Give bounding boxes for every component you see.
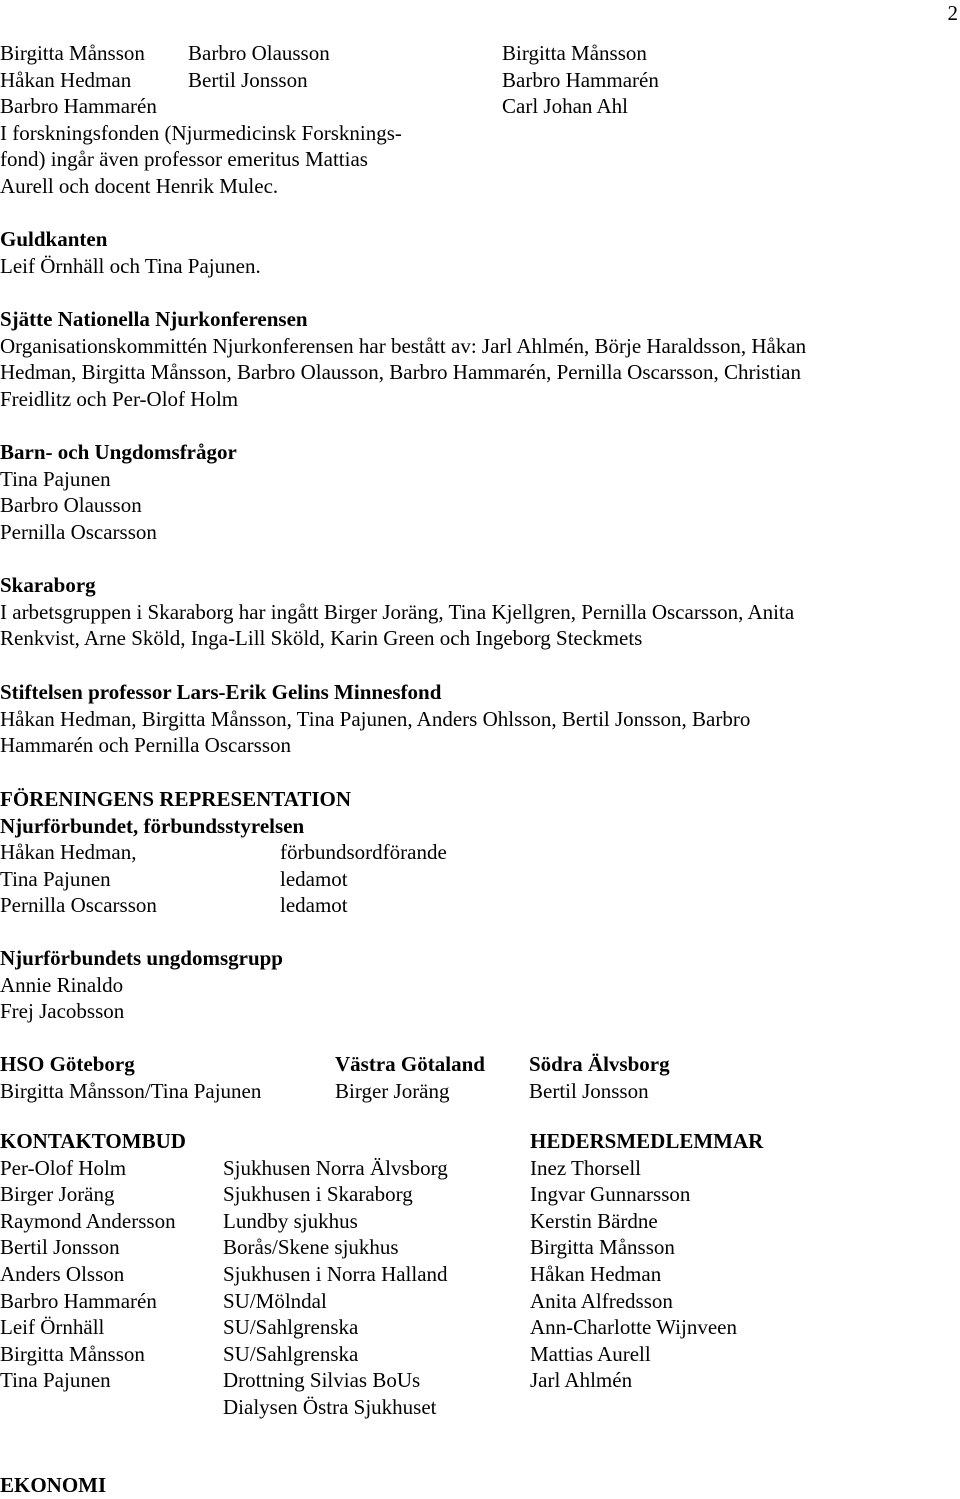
heders-name: Birgitta Månsson <box>530 1235 675 1260</box>
text-line: Hammarén och Pernilla Oscarsson <box>0 733 291 758</box>
section-subheading: Njurförbundet, förbundsstyrelsen <box>0 813 305 838</box>
kontakt-name: Birger Joräng <box>0 1182 115 1207</box>
member-role: ledamot <box>280 866 348 891</box>
representation-roles <box>280 839 447 919</box>
text-line: Barbro Olausson <box>188 41 330 65</box>
section-ekonomi <box>0 1472 106 1499</box>
text-line: I forskningsfonden (Njurmedicinsk Forsknings- <box>0 120 402 145</box>
region-hso <box>0 1051 261 1104</box>
heders-name: Håkan Hedman <box>530 1261 662 1286</box>
kontakt-name: Per-Olof Holm <box>0 1155 127 1180</box>
kontakt-place: SU/Mölndal <box>223 1288 327 1313</box>
heders-name: Anita Alfredsson <box>530 1288 673 1313</box>
region-vastra <box>335 1051 485 1104</box>
kontakt-place: Drottning Silvias BoUs <box>223 1368 421 1393</box>
text-line: Freidlitz och Per-Olof Holm <box>0 386 239 411</box>
section-heading: Barn- och Ungdomsfrågor <box>0 440 237 464</box>
text-line: Annie Rinaldo <box>0 972 124 997</box>
top-col3 <box>502 40 659 120</box>
kontakt-place: SU/Sahlgrenska <box>223 1315 359 1340</box>
text-line: Frej Jacobsson <box>0 999 125 1024</box>
member-name: Pernilla Oscarsson <box>0 893 157 918</box>
section-skaraborg <box>0 572 794 652</box>
kontakt-place: SU/Sahlgrenska <box>223 1341 359 1366</box>
member-name: Tina Pajunen <box>0 866 111 891</box>
section-heading: FÖRENINGENS REPRESENTATION <box>0 787 352 811</box>
kontakt-place: Sjukhusen i Norra Halland <box>223 1261 448 1286</box>
text-line: Barbro Hammarén <box>502 67 659 92</box>
heders-name: Inez Thorsell <box>530 1155 641 1180</box>
text-line: Renkvist, Arne Sköld, Inga-Lill Sköld, Karin Green och Ingeborg Steckmets <box>0 626 643 651</box>
member-role: ledamot <box>280 893 348 918</box>
representation-names <box>0 839 157 919</box>
heders-list <box>530 1128 763 1394</box>
kontakt-place: Sjukhusen Norra Älvsborg <box>223 1155 448 1180</box>
top-col2 <box>188 40 330 93</box>
member-role: förbundsordförande <box>280 840 447 864</box>
text-line: Birger Joräng <box>335 1078 450 1103</box>
text-line: Tina Pajunen <box>0 466 111 491</box>
section-ungdom <box>0 945 283 1025</box>
section-barn <box>0 439 237 545</box>
heders-name: Mattias Aurell <box>530 1341 651 1366</box>
kontakt-name: Raymond Andersson <box>0 1208 176 1233</box>
text-line: Barbro Olausson <box>0 493 142 518</box>
text-line: Leif Örnhäll och Tina Pajunen. <box>0 253 261 278</box>
text-line: Aurell och docent Henrik Mulec. <box>0 173 279 198</box>
section-stiftelsen <box>0 679 750 759</box>
text-line: Birgitta Månsson/Tina Pajunen <box>0 1078 262 1103</box>
text-line: Bertil Jonsson <box>188 67 308 92</box>
text-line: Birgitta Månsson <box>502 41 647 65</box>
section-heading: HEDERSMEDLEMMAR <box>530 1129 764 1153</box>
section-heading: HSO Göteborg <box>0 1052 135 1076</box>
section-heading: Njurförbundets ungdomsgrupp <box>0 946 283 970</box>
text-line: Hedman, Birgitta Månsson, Barbro Olausson, Barbro Hammarén, Pernilla Oscarsson, Christian <box>0 360 801 385</box>
text-line: Organisationskommittén Njurkonferensen har bestått av: Jarl Ahlmén, Börje Haraldsson, Håkan <box>0 333 807 358</box>
section-heading: Skaraborg <box>0 573 96 597</box>
kontakt-places <box>223 1155 448 1421</box>
text-line: Håkan Hedman, Birgitta Månsson, Tina Pajunen, Anders Ohlsson, Bertil Jonsson, Barbro <box>0 706 751 731</box>
kontakt-name: Bertil Jonsson <box>0 1235 120 1260</box>
kontakt-place: Borås/Skene sjukhus <box>223 1235 399 1260</box>
heders-name: Ingvar Gunnarsson <box>530 1182 691 1207</box>
text-line: I arbetsgruppen i Skaraborg har ingått Birger Joräng, Tina Kjellgren, Pernilla Oscarsson, Anita <box>0 599 795 624</box>
section-heading: EKONOMI <box>0 1473 107 1497</box>
text-line: Carl Johan Ahl <box>502 94 628 119</box>
heders-name: Jarl Ahlmén <box>530 1368 633 1393</box>
text-line: Pernilla Oscarsson <box>0 519 157 544</box>
kontakt-name: Birgitta Månsson <box>0 1341 145 1366</box>
heders-name: Kerstin Bärdne <box>530 1208 658 1233</box>
section-heading: Sjätte Nationella Njurkonferensen <box>0 307 308 331</box>
member-name: Håkan Hedman, <box>0 840 137 864</box>
section-heading: Södra Älvsborg <box>529 1052 670 1076</box>
kontakt-place: Dialysen Östra Sjukhuset <box>223 1394 437 1419</box>
heders-name: Ann-Charlotte Wijnveen <box>530 1315 737 1340</box>
section-heading: Stiftelsen professor Lars-Erik Gelins Minnesfond <box>0 680 442 704</box>
section-heading: Västra Götaland <box>335 1052 485 1076</box>
kontakt-name: Tina Pajunen <box>0 1368 111 1393</box>
kontakt-place: Lundby sjukhus <box>223 1208 358 1233</box>
kontakt-name: Anders Olsson <box>0 1261 125 1286</box>
text-line: Birgitta Månsson <box>0 41 145 65</box>
section-sjatte <box>0 306 806 412</box>
text-line: Barbro Hammarén <box>0 94 157 119</box>
text-line: Bertil Jonsson <box>529 1078 649 1103</box>
section-heading: Guldkanten <box>0 227 108 251</box>
kontakt-name: Barbro Hammarén <box>0 1288 157 1313</box>
page-number: 2 <box>947 1 958 25</box>
section-representation <box>0 786 351 839</box>
kontakt-place: Sjukhusen i Skaraborg <box>223 1182 413 1207</box>
text-line: Håkan Hedman <box>0 67 132 92</box>
kontakt-names <box>0 1128 186 1394</box>
section-guldkanten <box>0 226 261 279</box>
section-heading: KONTAKTOMBUD <box>0 1129 186 1153</box>
region-sodra <box>529 1051 670 1104</box>
kontakt-name: Leif Örnhäll <box>0 1315 105 1340</box>
text-line: fond) ingår även professor emeritus Mattias <box>0 147 368 172</box>
